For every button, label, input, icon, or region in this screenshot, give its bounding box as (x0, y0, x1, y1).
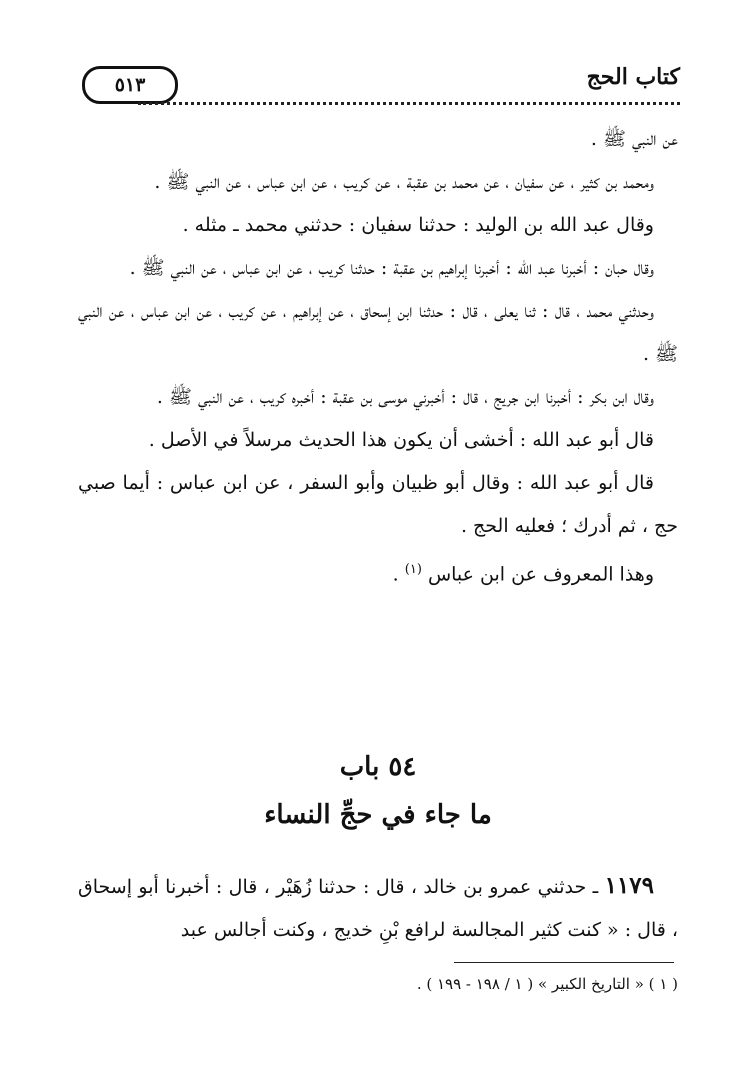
footnote-reference: (١) (404, 562, 422, 577)
footnote: ( ١ ) « التاريخ الكبير » ( ١ / ١٩٨ - ١٩٩ ) . (416, 975, 678, 993)
chapter-number-line: ٥٤ باب (339, 752, 417, 782)
paragraph: وحدثني محمد ، قال : ثنا يعلى ، قال : حدثنا ابن إسحاق ، عن إبراهيم ، عن كريب ، عن ابن عباس ، عن النبي ﷺ . (78, 300, 678, 365)
header-divider (138, 102, 680, 105)
book-title: كتاب الحج (586, 64, 680, 90)
footnote-divider (454, 962, 674, 963)
hadith-paragraph (78, 864, 678, 952)
paragraph: وقال حبان : أخبرنا عبد الله : أخبرنا إبراهيم بن عقبة : حدثنا كريب ، عن ابن عباس ، عن النبي ﷺ . (129, 257, 654, 279)
paragraph: عن النبي ﷺ . (590, 128, 678, 150)
paragraph-text: وهذا المعروف عن ابن عباس (427, 563, 654, 586)
page-number-badge (82, 66, 178, 104)
paragraph: وقال عبد الله بن الوليد : حدثنا سفيان : حدثني محمد ـ مثله . (182, 214, 654, 236)
paragraph-with-footnote (78, 548, 678, 596)
main-text-top (78, 118, 678, 596)
paragraph: ومحمد بن كثير ، عن سفيان ، عن محمد بن عقبة ، عن كريب ، عن ابن عباس ، عن النبي ﷺ . (154, 171, 654, 193)
hadith-number: ١١٧٩ (604, 872, 654, 899)
paragraph: وقال ابن بكر : أخبرنا ابن جريج ، قال : أخبرني موسى بن عقبة : أخبره كريب ، عن النبي ﷺ . (156, 386, 654, 408)
hadith-text: ـ حدثني عمرو بن خالد ، قال : حدثنا زُهَيْر ، قال : أخبرنا أبو إسحاق ، قال : « كنت كثير المجالسة لرافع بْنِ خديج ، وكنت أجالس عبد (78, 876, 678, 941)
paragraph-end: . (392, 563, 405, 586)
hadith-block (78, 864, 678, 952)
chapter-title: ما جاء في حجِّ النساء (264, 800, 492, 830)
page-number: ٥١٣ (114, 74, 146, 96)
paragraph: قال أبو عبد الله : وقال أبو ظبيان وأبو السفر ، عن ابن عباس : أيما صبي حج ، ثم أدرك ؛ فعليه الحج . (78, 472, 678, 537)
paragraph: قال أبو عبد الله : أخشى أن يكون هذا الحديث مرسلاً في الأصل . (148, 429, 654, 451)
page-header (74, 62, 680, 110)
